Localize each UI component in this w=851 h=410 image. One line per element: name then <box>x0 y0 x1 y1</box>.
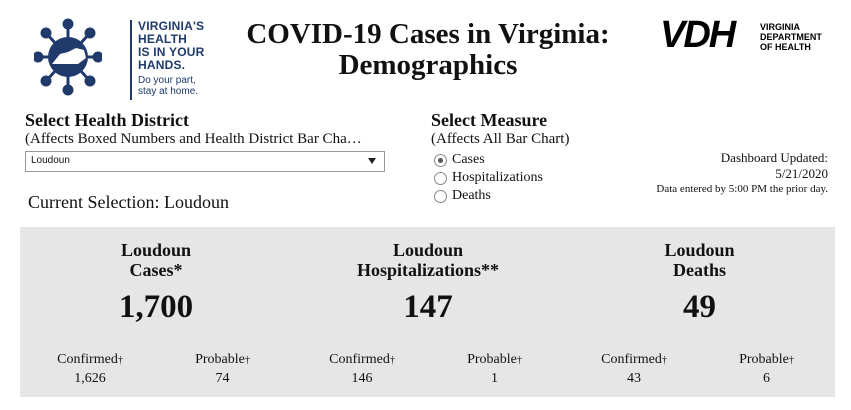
cases-heading <box>20 240 292 280</box>
deaths-confirmed-value: 43 <box>627 371 641 386</box>
vdh-logo-line: DEPARTMENT <box>760 32 822 42</box>
radio-unchecked-icon[interactable] <box>434 190 447 203</box>
hospitalizations-total: 147 <box>403 289 453 325</box>
vdh-logo-line: OF HEALTH <box>760 42 811 52</box>
cases-probable-value: 74 <box>215 371 230 386</box>
cases-total: 1,700 <box>118 289 194 325</box>
sub-label-text: Confirmed <box>329 352 390 367</box>
stat-heading-measure: Deaths <box>673 260 726 280</box>
deaths-probable-value: 6 <box>763 371 770 386</box>
logo-divider <box>130 20 132 100</box>
dagger-mark: † <box>661 355 667 366</box>
measure-title: Select Measure <box>431 110 548 130</box>
deaths-probable-label <box>714 352 819 369</box>
district-title: Select Health District <box>25 110 189 130</box>
logo-line: VIRGINIA'S <box>138 19 205 33</box>
chevron-down-icon <box>368 158 376 164</box>
measure-option-deaths[interactable] <box>434 187 543 205</box>
dagger-mark: † <box>117 355 123 366</box>
hospitalizations-confirmed-label <box>307 352 417 369</box>
current-selection-label: Current Selection: Loudoun <box>28 192 229 212</box>
deaths-confirmed-label <box>579 352 689 369</box>
hospitalizations-confirmed-value: 146 <box>351 371 373 386</box>
hospitalizations-heading <box>292 240 564 280</box>
measure-radio-group <box>434 151 543 205</box>
hospitalizations-probable-value: 1 <box>491 371 498 386</box>
cases-probable-label <box>170 352 275 369</box>
logo-line: IS IN YOUR <box>138 45 205 59</box>
sub-label-text: Confirmed <box>57 352 118 367</box>
updated-note: Data entered by 5:00 PM the prior day. <box>656 183 828 195</box>
measure-option-label: Hospitalizations <box>452 170 543 185</box>
measure-subtitle: (Affects All Bar Chart) <box>431 131 570 147</box>
cases-confirmed-label <box>35 352 145 369</box>
sub-label-text: Confirmed <box>601 352 662 367</box>
virginia-health-logo <box>30 12 205 102</box>
stat-heading-district: Loudoun <box>120 240 192 260</box>
vdh-logo <box>660 14 840 60</box>
vdh-logo-mark: VDH <box>660 14 735 56</box>
logo-tagline: Do your part, <box>138 75 196 86</box>
measure-option-label: Cases <box>452 152 485 167</box>
page-title-line1: COVID-19 Cases in Virginia: <box>246 18 610 50</box>
sub-label-text: Probable <box>739 352 789 367</box>
deaths-heading <box>564 240 835 280</box>
dagger-mark: † <box>516 355 522 366</box>
stat-heading-measure: Cases* <box>129 260 183 280</box>
logo-line: HANDS. <box>138 58 186 72</box>
vdh-logo-subtext <box>760 22 822 52</box>
sub-label-text: Probable <box>195 352 245 367</box>
dagger-mark: † <box>244 355 250 366</box>
stat-heading-measure: Hospitalizations** <box>356 260 499 280</box>
measure-selector <box>431 110 631 148</box>
health-district-selector <box>25 110 395 148</box>
stat-heading-district: Loudoun <box>664 240 735 260</box>
measure-option-label: Deaths <box>452 188 491 203</box>
measure-option-cases[interactable] <box>434 151 543 169</box>
deaths-total: 49 <box>683 289 716 325</box>
hospitalizations-stat <box>292 227 564 397</box>
district-dropdown-value: Loudoun <box>31 155 70 166</box>
virus-virginia-icon <box>34 18 102 96</box>
cases-confirmed-value: 1,626 <box>74 371 106 386</box>
district-subtitle: (Affects Boxed Numbers and Health District Bar Cha… <box>25 131 362 147</box>
logo-tagline: stay at home. <box>138 86 199 97</box>
measure-option-hospitalizations[interactable] <box>434 169 543 187</box>
cases-stat <box>20 227 292 397</box>
updated-label: Dashboard Updated: <box>720 150 828 165</box>
vdh-logo-line: VIRGINIA <box>760 22 801 32</box>
stat-heading-district: Loudoun <box>392 240 464 260</box>
page-title-line2: Demographics <box>338 49 518 81</box>
dagger-mark: † <box>389 355 395 366</box>
updated-date: 5/21/2020 <box>775 166 828 181</box>
deaths-stat <box>564 227 835 397</box>
radio-checked-icon[interactable] <box>434 154 447 167</box>
dashboard-updated <box>656 150 828 196</box>
sub-label-text: Probable <box>467 352 517 367</box>
stats-panel <box>20 227 835 397</box>
district-dropdown[interactable] <box>25 151 385 172</box>
page-title <box>200 19 656 81</box>
dagger-mark: † <box>788 355 794 366</box>
radio-unchecked-icon[interactable] <box>434 172 447 185</box>
logo-line: HEALTH <box>138 32 187 46</box>
hospitalizations-probable-label <box>442 352 547 369</box>
